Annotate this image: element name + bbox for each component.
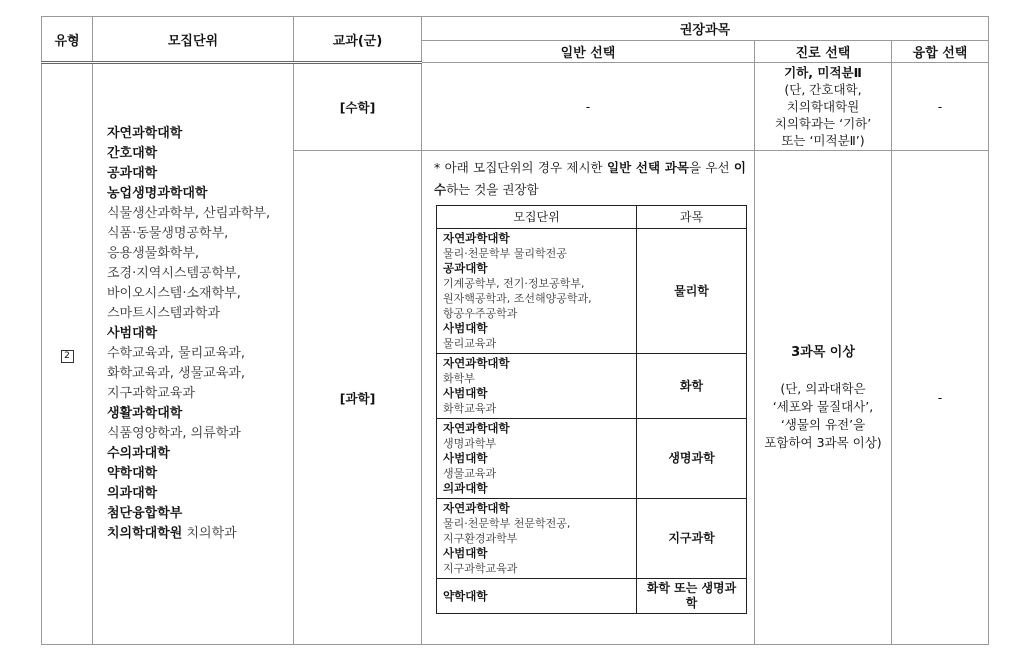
inner-unit-college: 사범대학 <box>443 321 488 335</box>
inner-unit-college: 자연과학대학 <box>443 231 510 245</box>
math-career <box>755 63 892 151</box>
inner-unit-college: 사범대학 <box>443 386 488 400</box>
unit-line <box>107 384 287 404</box>
unit-line <box>107 504 287 524</box>
math-general: - <box>422 63 755 151</box>
unit-college: 약학대학 <box>107 466 158 481</box>
unit-line <box>107 284 287 304</box>
note-bold: 이수 <box>434 160 746 197</box>
inner-unit-college: 사범대학 <box>443 451 488 465</box>
header-general: 일반 선택 <box>422 41 755 63</box>
inner-unit-college: 약학대학 <box>443 588 488 603</box>
inner-unit-department: 화학교육과 <box>443 402 497 415</box>
inner-unit-line <box>443 231 630 246</box>
note-bold: 일반 선택 과목 <box>607 160 689 175</box>
header-type: 유형 <box>42 17 93 63</box>
inner-header-subject: 과목 <box>637 206 747 229</box>
science-career-line: ‘생물의 유전’을 <box>780 416 866 432</box>
math-career-line: 기하, 미적분Ⅱ <box>784 65 862 80</box>
unit-line <box>107 424 287 444</box>
inner-unit-department: 물리·천문학부 천문학전공, <box>443 517 571 530</box>
math-subject: [수학] <box>294 63 422 151</box>
inner-unit-college: 자연과학대학 <box>443 421 510 435</box>
inner-unit-cell <box>437 499 637 579</box>
inner-unit-department: 지구환경과학부 <box>443 532 518 545</box>
inner-unit-line <box>443 561 630 576</box>
inner-unit-line <box>443 291 630 306</box>
unit-college: 생활과학대학 <box>107 406 183 421</box>
inner-unit-cell <box>437 229 637 354</box>
inner-row <box>437 354 747 419</box>
unit-college: 간호대학 <box>107 146 158 161</box>
unit-line <box>107 304 287 324</box>
inner-unit-line <box>443 336 630 351</box>
math-career-line: (단, 간호대학, <box>784 82 862 97</box>
inner-unit-line <box>443 386 630 401</box>
inner-row <box>437 229 747 354</box>
science-general <box>422 151 755 645</box>
math-career-line: 치의학과는 ‘기하’ <box>774 116 872 131</box>
unit-line <box>107 124 287 144</box>
unit-line <box>107 264 287 284</box>
unit-line <box>107 244 287 264</box>
unit-department: 바이오시스템·소재학부, <box>107 286 241 301</box>
science-career-line: (단, 의과대학은 <box>780 380 866 396</box>
unit-line <box>107 324 287 344</box>
inner-unit-line <box>443 466 630 481</box>
unit-college: 사범대학 <box>107 326 158 341</box>
unit-college: 의과대학 <box>107 486 158 501</box>
inner-header-unit: 모집단위 <box>437 206 637 229</box>
science-subject: [과학] <box>294 151 422 645</box>
unit-line <box>107 444 287 464</box>
inner-subject-cell: 물리학 <box>637 229 747 354</box>
unit-line <box>107 484 287 504</box>
inner-unit-line <box>443 371 630 386</box>
inner-subject-cell: 생명과학 <box>637 419 747 499</box>
inner-subject-cell: 화학 <box>637 354 747 419</box>
header-subject-group: 교과(군) <box>294 17 422 63</box>
math-fusion: - <box>892 63 989 151</box>
header-recommended: 권장과목 <box>422 17 989 41</box>
unit-college: 치의학대학원 <box>107 526 183 541</box>
inner-unit-line <box>443 516 630 531</box>
header-unit: 모집단위 <box>93 17 294 63</box>
note-text: * 아래 모집단위의 경우 제시한 <box>434 160 607 175</box>
inner-unit-college: 자연과학대학 <box>443 501 510 515</box>
inner-subject-cell: 지구과학 <box>637 499 747 579</box>
recommended-subjects-table <box>41 16 989 645</box>
unit-college: 첨단융합학부 <box>107 506 183 521</box>
type-mark: 2 <box>61 350 74 363</box>
inner-unit-college: 사범대학 <box>443 546 488 560</box>
science-career-line: 포함하여 3과목 이상) <box>764 434 882 450</box>
math-career-line: 치의학대학원 <box>786 99 860 114</box>
unit-department: 식물생산과학부, 산림과학부, <box>107 206 271 221</box>
inner-unit-line <box>443 261 630 276</box>
inner-unit-line <box>443 531 630 546</box>
inner-unit-department: 생물교육과 <box>443 467 497 480</box>
units-cell <box>93 63 294 645</box>
inner-row <box>437 419 747 499</box>
unit-line <box>107 224 287 244</box>
science-career-line: ‘세포와 물질대사’, <box>772 398 874 414</box>
unit-department: 지구과학교육과 <box>107 386 195 401</box>
inner-unit-cell <box>437 354 637 419</box>
inner-row <box>437 579 747 614</box>
inner-unit-department: 항공우주공학과 <box>443 307 518 320</box>
math-career-line: 또는 ‘미적분Ⅱ’) <box>781 133 865 148</box>
header-career: 진로 선택 <box>755 41 892 63</box>
inner-unit-department: 화학부 <box>443 372 475 385</box>
inner-unit-line <box>443 481 630 496</box>
note-text: 하는 것을 권장함 <box>446 182 539 197</box>
inner-unit-line <box>443 546 630 561</box>
inner-unit-line <box>443 276 630 291</box>
unit-department: 식품영양학과, 의류학과 <box>107 426 241 441</box>
inner-unit-line <box>443 306 630 321</box>
unit-line <box>107 144 287 164</box>
unit-college: 농업생명과학대학 <box>107 186 208 201</box>
unit-department: 응용생물화학부, <box>107 246 200 261</box>
type-cell <box>42 63 93 645</box>
inner-unit-line <box>443 356 630 371</box>
unit-department: 치의학과 <box>182 526 237 541</box>
inner-unit-department: 기계공학부, 전기·정보공학부, <box>443 277 585 290</box>
unit-department: 스마트시스템과학과 <box>107 306 221 321</box>
unit-line <box>107 404 287 424</box>
unit-line <box>107 164 287 184</box>
unit-department: 식품·동물생명공학부, <box>107 226 229 241</box>
unit-department: 화학교육과, 생물교육과, <box>107 366 245 381</box>
unit-line <box>107 344 287 364</box>
inner-unit-line <box>443 501 630 516</box>
unit-college: 공과대학 <box>107 166 158 181</box>
inner-unit-department: 물리·천문학부 물리학전공 <box>443 247 567 260</box>
unit-college: 수의과대학 <box>107 446 170 461</box>
inner-unit-line <box>443 451 630 466</box>
inner-row <box>437 499 747 579</box>
unit-college: 자연과학대학 <box>107 126 183 141</box>
inner-unit-college: 의과대학 <box>443 481 488 495</box>
inner-unit-cell <box>437 419 637 499</box>
science-career <box>755 151 892 645</box>
inner-unit-college: 공과대학 <box>443 261 488 275</box>
science-inner-table <box>436 205 747 614</box>
inner-unit-cell <box>437 579 637 614</box>
science-career-title: 3과목 이상 <box>791 344 855 360</box>
inner-unit-line <box>443 421 630 436</box>
unit-line <box>107 524 287 544</box>
units-list <box>107 124 287 544</box>
inner-unit-line <box>443 401 630 416</box>
science-fusion: - <box>892 151 989 645</box>
unit-department: 조경·지역시스템공학부, <box>107 266 241 281</box>
science-note <box>434 157 746 201</box>
unit-line <box>107 184 287 204</box>
unit-department: 수학교육과, 물리교육과, <box>107 346 245 361</box>
header-fusion: 융합 선택 <box>892 41 989 63</box>
inner-unit-department: 지구과학교육과 <box>443 562 518 575</box>
inner-unit-line <box>443 589 630 604</box>
inner-unit-department: 원자핵공학과, 조선해양공학과, <box>443 292 592 305</box>
inner-unit-department: 물리교육과 <box>443 337 497 350</box>
inner-unit-line <box>443 246 630 261</box>
inner-unit-line <box>443 321 630 336</box>
note-text: 을 우선 <box>688 160 734 175</box>
inner-unit-college: 자연과학대학 <box>443 356 510 370</box>
inner-subject-cell: 화학 또는 생명과학 <box>637 579 747 614</box>
unit-line <box>107 204 287 224</box>
unit-line <box>107 464 287 484</box>
unit-line <box>107 364 287 384</box>
inner-unit-department: 생명과학부 <box>443 437 497 450</box>
inner-unit-line <box>443 436 630 451</box>
